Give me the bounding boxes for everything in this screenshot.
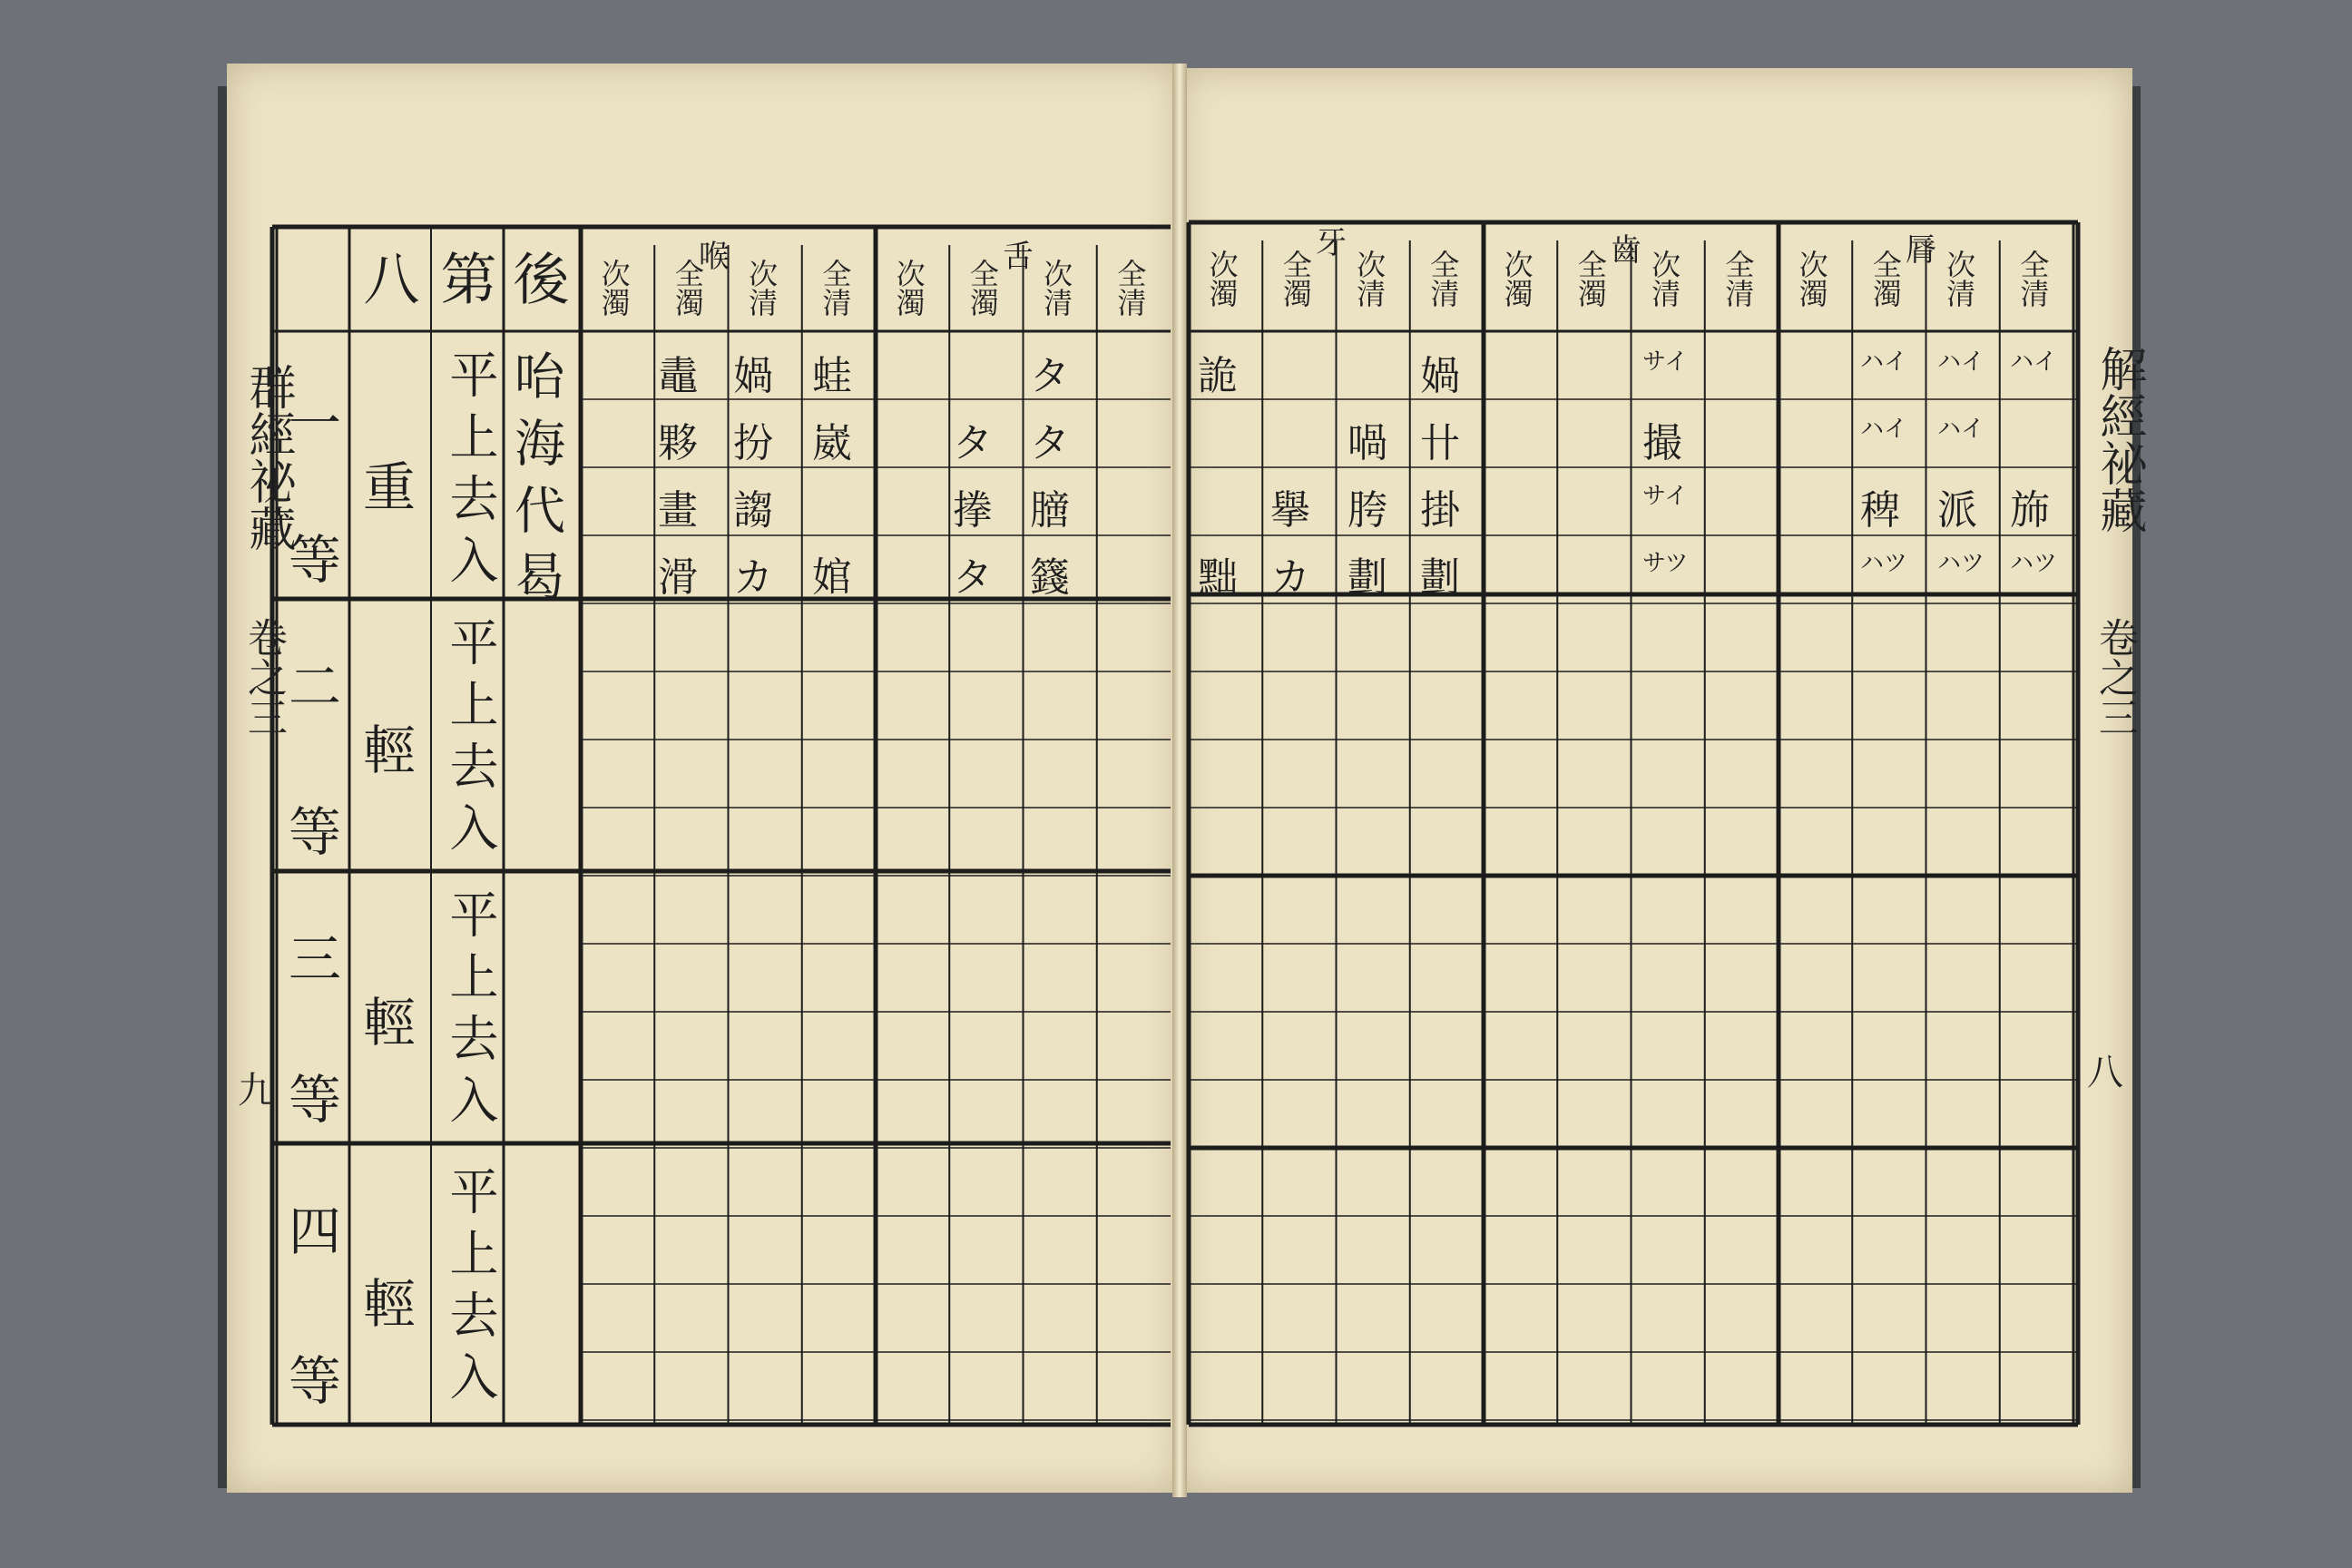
group-hou: 喉	[699, 239, 730, 275]
weight-3: 輕	[363, 992, 416, 1054]
column-header: 全濁	[1278, 250, 1313, 308]
grade-2: 二	[289, 656, 342, 718]
glyph-chun-quanqing: ハイ	[2010, 348, 2058, 376]
glyph-hou-quanqing: 崴	[812, 420, 852, 466]
glyph-ya-quanqing: 媧	[1420, 353, 1460, 399]
glyph-chun-quanzhuo: ハイ	[1860, 416, 1908, 443]
glyph-hou-ciqing: 媧	[733, 353, 773, 399]
weight-1: 重	[363, 456, 416, 518]
glyph-ya-quanqing: 劃	[1420, 554, 1460, 601]
grade-4: 四	[289, 1200, 342, 1262]
glyph-chun-quanqing: 斾	[2010, 487, 2050, 534]
column-header: 次清	[1942, 250, 1977, 308]
glyph-chun-ciqing: ハイ	[1937, 416, 1985, 443]
column-header: 次清	[744, 259, 779, 317]
glyph-chun-ciqing: 派	[1937, 487, 1977, 534]
glyph-hou-quanqing: 蛙	[812, 353, 852, 399]
glyph-ya-cizhuo: 黜	[1198, 554, 1238, 601]
glyph-ya-ciqing: 胯	[1348, 487, 1387, 534]
column-header: 次清	[1352, 250, 1387, 308]
tones-3: 平上去入	[442, 889, 499, 1136]
group-ya: 牙	[1316, 225, 1347, 261]
heading-di: 第	[431, 250, 497, 318]
glyph-hou-quanqing: 婠	[812, 554, 852, 601]
glyph-ya-ciqing: 喎	[1348, 420, 1387, 466]
glyph-chi-ciqing: サイ	[1642, 348, 1689, 376]
glyph-she-ciqing: 籛	[1030, 554, 1070, 601]
rhyme-words: 咍海代曷	[506, 349, 565, 618]
column-header: 全清	[2015, 250, 2051, 308]
glyph-chun-quanzhuo: ハイ	[1860, 348, 1908, 376]
glyph-ya-cizhuo: 詭	[1198, 353, 1238, 399]
glyph-ya-quanqing: 掛	[1420, 487, 1460, 534]
group-chi: 齒	[1611, 232, 1642, 269]
glyph-chun-ciqing: ハイ	[1937, 348, 1985, 376]
left-margin-title: 群經祕藏	[240, 363, 295, 552]
column-header: 全濁	[1867, 250, 1903, 308]
column-header: 全清	[1426, 250, 1461, 308]
weight-2: 輕	[363, 720, 416, 781]
group-she: 舌	[1003, 239, 1034, 275]
column-header: 次濁	[1204, 250, 1240, 308]
glyph-she-quanzhuo: タ	[953, 420, 993, 466]
glyph-hou-ciqing: 扮	[733, 420, 773, 466]
group-chun: 脣	[1906, 232, 1936, 269]
column-header: 全清	[1112, 259, 1148, 317]
column-header: 全清	[1720, 250, 1756, 308]
column-header: 全濁	[670, 259, 705, 317]
glyph-chun-ciqing: ハツ	[1937, 550, 1985, 577]
grade-4-suffix: 等	[289, 1350, 342, 1412]
column-header: 全濁	[965, 259, 1000, 317]
glyph-ya-quanzhuo: カ	[1270, 554, 1310, 601]
glyph-chun-quanzhuo: 稗	[1860, 487, 1900, 534]
glyph-ya-quanzhuo: 擧	[1270, 487, 1310, 534]
glyph-she-ciqing: タ	[1030, 420, 1070, 466]
glyph-she-ciqing: 膪	[1030, 487, 1070, 534]
left-margin-volume: 卷之三	[240, 617, 287, 737]
column-header: 全濁	[1573, 250, 1608, 308]
glyph-she-quanzhuo: 搼	[953, 487, 993, 534]
grade-1-suffix: 等	[289, 529, 342, 591]
grade-3-suffix: 等	[289, 1069, 342, 1131]
glyph-she-ciqing: タ	[1030, 353, 1070, 399]
column-header: 次濁	[1794, 250, 1829, 308]
heading-ba: 八	[354, 250, 420, 318]
glyph-chi-ciqing: 撮	[1642, 420, 1682, 466]
column-header: 次濁	[596, 259, 632, 317]
grade-3: 三	[289, 928, 342, 990]
glyph-chi-ciqing: サイ	[1642, 483, 1689, 510]
glyph-hou-quanzhuo: 夥	[658, 420, 698, 466]
column-header: 次濁	[1499, 250, 1534, 308]
tones-4: 平上去入	[442, 1166, 499, 1413]
glyph-hou-quanzhuo: 鼃	[658, 353, 698, 399]
tones-2: 平上去入	[442, 617, 499, 864]
glyph-chun-quanzhuo: ハツ	[1860, 550, 1908, 577]
heading-hou: 後	[504, 250, 570, 318]
glyph-ya-quanqing: 卄	[1420, 420, 1460, 466]
weight-4: 輕	[363, 1273, 416, 1335]
right-margin-volume: 卷之三	[2092, 617, 2138, 737]
glyph-hou-ciqing: 謅	[733, 487, 773, 534]
glyph-hou-quanzhuo: 滑	[658, 554, 698, 601]
glyph-hou-quanzhuo: 畫	[658, 487, 698, 534]
tones-1: 平上去入	[442, 349, 499, 596]
glyph-she-quanzhuo: タ	[953, 554, 993, 601]
grade-1: 一	[289, 393, 342, 455]
right-margin-folio: 八	[2087, 1052, 2123, 1093]
column-header: 次濁	[891, 259, 926, 317]
right-margin-title: 解經祕藏	[2092, 345, 2146, 534]
grade-2-suffix: 等	[289, 801, 342, 863]
glyph-chi-ciqing: サツ	[1642, 550, 1689, 577]
glyph-hou-ciqing: カ	[733, 554, 773, 601]
glyph-chun-quanqing: ハツ	[2010, 550, 2058, 577]
column-header: 全清	[818, 259, 853, 317]
left-margin-folio: 九	[238, 1070, 274, 1112]
column-header: 次清	[1647, 250, 1682, 308]
glyph-ya-ciqing: 劃	[1348, 554, 1387, 601]
column-header: 次清	[1039, 259, 1074, 317]
